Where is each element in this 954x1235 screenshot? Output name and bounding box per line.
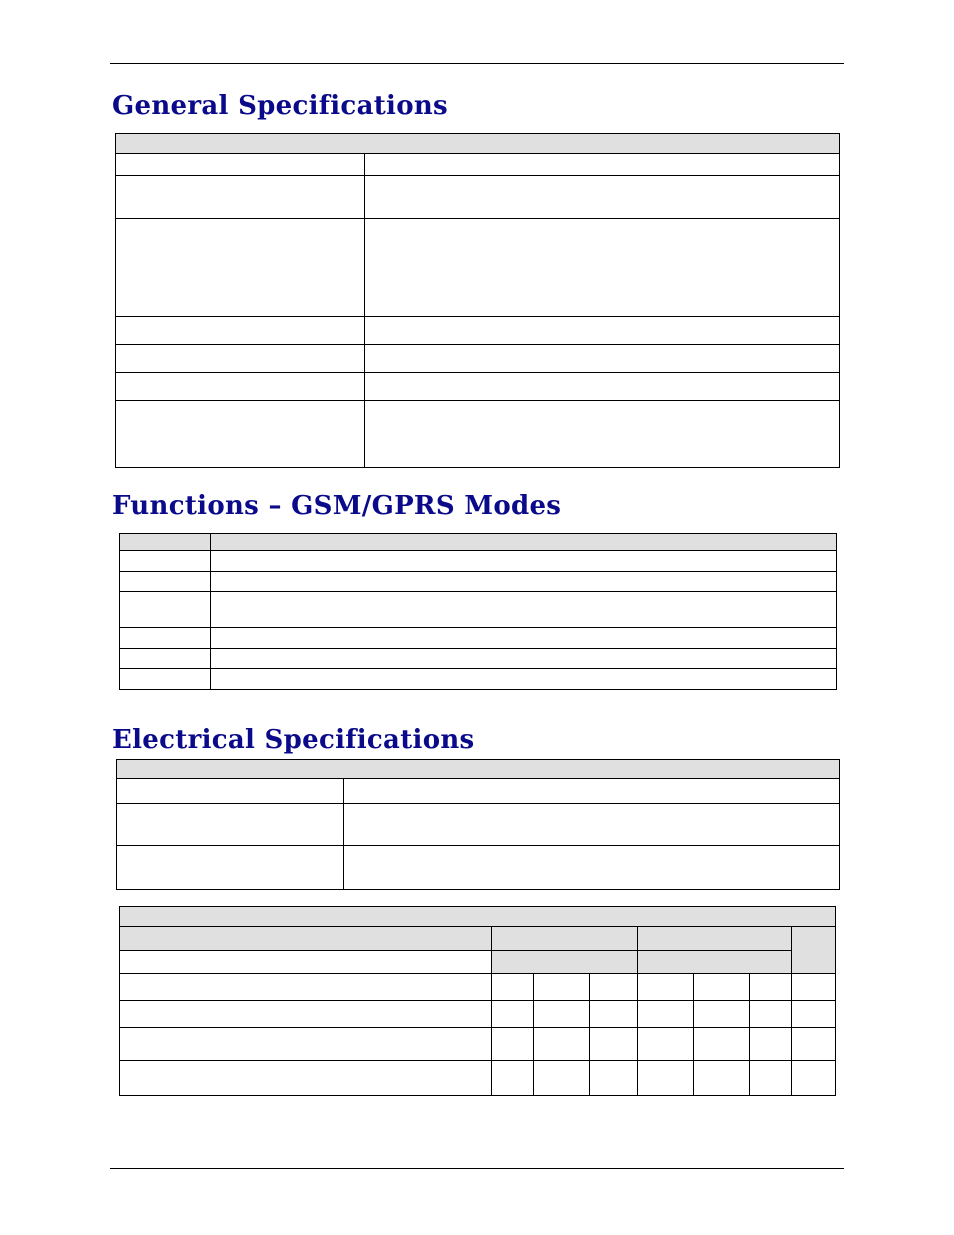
- table-cell: [344, 779, 840, 804]
- functions-gsm-gprs-heading: Functions – GSM/GPRS Modes: [112, 491, 562, 521]
- table-cell: [120, 951, 492, 974]
- table-cell: [120, 1028, 492, 1061]
- table-cell: [117, 846, 344, 890]
- table-cell: [638, 1028, 694, 1061]
- table-cell: [694, 974, 750, 1001]
- table-cell: [492, 1028, 534, 1061]
- table-cell: [211, 551, 837, 572]
- table-cell: [116, 317, 365, 345]
- table-cell: [492, 1061, 534, 1096]
- table-cell: [344, 846, 840, 890]
- table-cell: [117, 804, 344, 846]
- table-cell: [694, 1061, 750, 1096]
- table-cell: [211, 628, 837, 649]
- table-cell: [694, 1001, 750, 1028]
- table-cell: [116, 154, 365, 176]
- table-cell: [211, 669, 837, 690]
- general-specifications-heading: General Specifications: [112, 91, 448, 121]
- table-header-cell: [638, 951, 792, 974]
- table-header-row: [117, 760, 840, 779]
- table-cell: [365, 401, 840, 468]
- table-header-cell: [120, 534, 211, 551]
- table-cell: [590, 1061, 638, 1096]
- table-cell: [116, 345, 365, 373]
- table-cell: [694, 1028, 750, 1061]
- table-cell: [120, 649, 211, 669]
- table-cell: [120, 1001, 492, 1028]
- table-cell: [116, 176, 365, 219]
- table-cell: [120, 669, 211, 690]
- table-cell: [211, 592, 837, 628]
- table-cell: [492, 1001, 534, 1028]
- header-rule: [110, 63, 844, 64]
- table-cell: [750, 1028, 792, 1061]
- table-cell: [365, 345, 840, 373]
- table-cell: [750, 1001, 792, 1028]
- table-cell: [344, 804, 840, 846]
- table-cell: [120, 628, 211, 649]
- table-cell: [492, 974, 534, 1001]
- table-cell: [120, 1061, 492, 1096]
- table-cell: [116, 219, 365, 317]
- functions-table: [119, 533, 837, 690]
- table-cell: [590, 1001, 638, 1028]
- table-cell: [365, 154, 840, 176]
- footer-rule: [110, 1168, 844, 1169]
- table-cell: [750, 974, 792, 1001]
- table-cell: [638, 1061, 694, 1096]
- table-header-cell: [492, 927, 638, 951]
- table-cell: [120, 592, 211, 628]
- table-cell: [365, 373, 840, 401]
- electrical-specifications-heading: Electrical Specifications: [112, 725, 475, 755]
- table-cell: [120, 551, 211, 572]
- electrical-specifications-table: [116, 759, 840, 890]
- table-cell: [365, 317, 840, 345]
- table-cell: [534, 1061, 590, 1096]
- table-cell: [120, 572, 211, 592]
- table-cell: [590, 974, 638, 1001]
- table-cell: [590, 1028, 638, 1061]
- table-header-row: [116, 134, 840, 154]
- table-cell: [211, 649, 837, 669]
- table-header-cell: [120, 927, 492, 951]
- table-cell: [750, 1061, 792, 1096]
- table-cell: [792, 1028, 836, 1061]
- table-cell: [365, 176, 840, 219]
- table-cell: [211, 572, 837, 592]
- table-header-cell: [492, 951, 638, 974]
- table-cell: [534, 1028, 590, 1061]
- table-cell: [116, 401, 365, 468]
- table-header-cell: [638, 927, 792, 951]
- table-cell: [117, 779, 344, 804]
- general-specifications-table: [115, 133, 840, 468]
- table-header-row: [120, 907, 836, 927]
- table-cell: [365, 219, 840, 317]
- table-cell: [534, 1001, 590, 1028]
- table-cell: [116, 373, 365, 401]
- table-cell: [638, 1001, 694, 1028]
- table-cell: [120, 974, 492, 1001]
- table-cell: [792, 1061, 836, 1096]
- table-header-cell: [792, 927, 836, 974]
- table-cell: [792, 974, 836, 1001]
- table-header-cell: [211, 534, 837, 551]
- table-cell: [792, 1001, 836, 1028]
- table-cell: [534, 974, 590, 1001]
- table-cell: [638, 974, 694, 1001]
- power-consumption-table: [119, 906, 836, 1096]
